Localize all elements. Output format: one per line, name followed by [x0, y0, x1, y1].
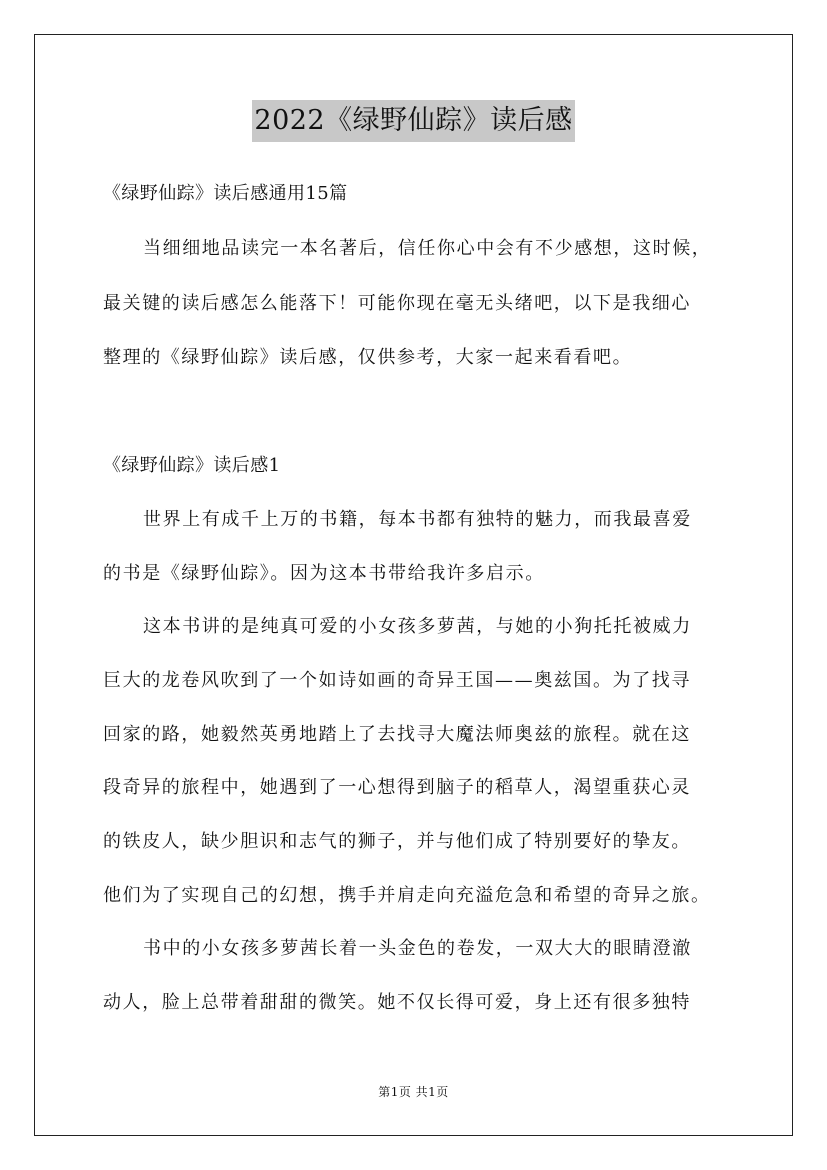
intro-line: 最关键的读后感怎么能落下！可能你现在毫无头绪吧，以下是我细心 [103, 293, 691, 314]
body-line: 巨大的龙卷风吹到了一个如诗如画的奇异王国——奥兹国。为了找寻 [103, 670, 691, 691]
body-line: 段奇异的旅程中，她遇到了一心想得到脑子的稻草人，渴望重获心灵 [103, 777, 691, 798]
intro-line: 当细细地品读完一本名著后，信任你心中会有不少感想，这时候， [143, 238, 712, 259]
body-line: 这本书讲的是纯真可爱的小女孩多萝茜，与她的小狗托托被威力 [143, 616, 692, 637]
body-line: 的铁皮人，缺少胆识和志气的狮子，并与他们成了特别要好的挚友。 [103, 831, 691, 852]
body-line: 的书是《绿野仙踪》。因为这本书带给我许多启示。 [103, 563, 545, 584]
title-container [0, 100, 827, 142]
intro-line: 整理的《绿野仙踪》读后感，仅供参考，大家一起来看看吧。 [103, 347, 633, 368]
body-line: 动人，脸上总带着甜甜的微笑。她不仅长得可爱，身上还有很多独特 [103, 992, 691, 1013]
body-line: 世界上有成千上万的书籍，每本书都有独特的魅力，而我最喜爱 [143, 509, 692, 530]
page-footer: 第1页 共1页 [378, 1085, 449, 1099]
body-line: 回家的路，她毅然英勇地踏上了去找寻大魔法师奥兹的旅程。就在这 [103, 724, 691, 745]
body-line: 他们为了实现自己的幻想，携手并肩走向充溢危急和希望的奇异之旅。 [103, 885, 711, 906]
document-subtitle: 《绿野仙踪》读后感通用15篇 [103, 183, 348, 204]
body-line: 书中的小女孩多萝茜长着一头金色的卷发，一双大大的眼睛澄澈 [143, 938, 692, 959]
document-title: 2022《绿野仙踪》读后感 [252, 100, 574, 142]
section-heading: 《绿野仙踪》读后感1 [103, 455, 281, 476]
